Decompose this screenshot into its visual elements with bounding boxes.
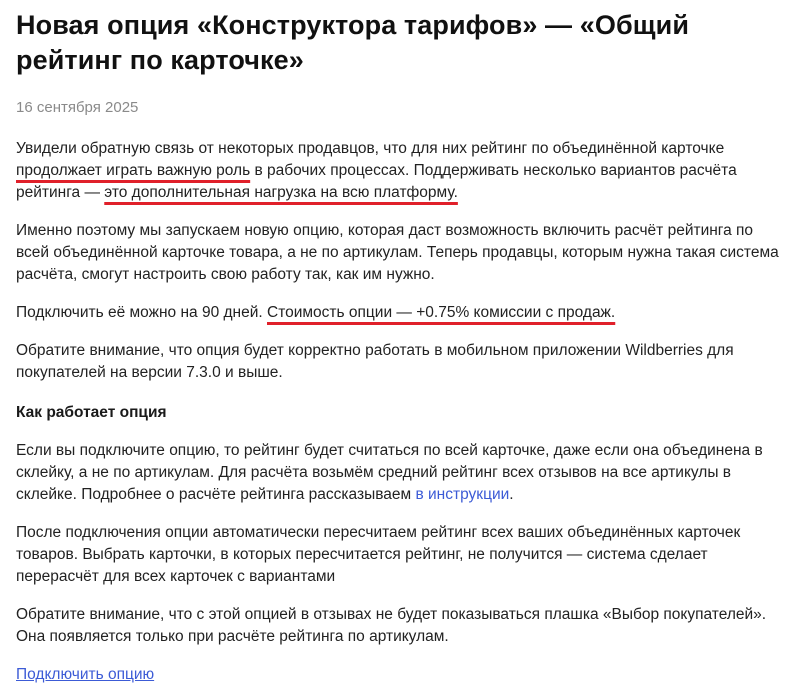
intro-text-a: Увидели обратную связь от некоторых продавцов, что для них рейтинг по объединённой карточке [16,140,725,157]
paragraph-badge-note: Обратите внимание, что с этой опцией в отзывах не будет показываться плашка «Выбор покупателей». Она появляется только при расчёте рейтинга по артикулам. [16,606,767,645]
section-heading: Как работает опция [16,404,167,421]
paragraph-how-it-works [16,440,784,506]
intro-underlined-1: продолжает играть важную роль [16,162,251,179]
paragraph-app-version: Обратите внимание, что опция будет корректно работать в мобильном приложении Wildberries для покупателей на версии 7.3.0 и выше. [16,342,734,381]
paragraph-recalculation: После подключения опции автоматически пересчитаем рейтинг всех ваших объединённых карточек товаров. Выбрать карточки, в которых пересчитается рейтинг, не получится — система сделает перерасчёт для всех карточек с вариантами [16,524,741,585]
paragraph-intro [16,138,784,204]
intro-underlined-2: это дополнительная нагрузка на всю платформу. [104,184,458,201]
instruction-link[interactable]: в инструкции [415,486,510,503]
cost-text: Подключить её можно на 90 дней. [16,304,267,321]
article-title: Новая опция «Конструктора тарифов» — «Общий рейтинг по карточке» [16,10,690,75]
article-date: 16 сентября 2025 [16,99,139,116]
paragraph-cost [16,302,784,324]
paragraph-launch: Именно поэтому мы запускаем новую опцию, которая даст возможность включить расчёт рейтинга по всей объединённой карточке товара, а не по артикулам. Теперь продавцы, которым нужна такая система расчёта, смогут настроить свою работу так, как им нужно. [16,222,779,283]
how-text: Если вы подключите опцию, то рейтинг будет считаться по всей карточке, даже если она объединена в склейку, а не по артикулам. Для расчёта возьмём средний рейтинг всех отзывов на все артикулы в склейке. Подробнее о расчёте рейтинга рассказываем [16,442,763,503]
cost-underlined: Стоимость опции — +0.75% комиссии с продаж. [267,304,616,321]
intro-text-b: в рабочих процессах. Поддерживать несколько вариантов расчёта рейтинга — [16,162,737,201]
connect-option-link[interactable]: Подключить опцию [16,666,155,683]
how-end: . [509,486,514,503]
